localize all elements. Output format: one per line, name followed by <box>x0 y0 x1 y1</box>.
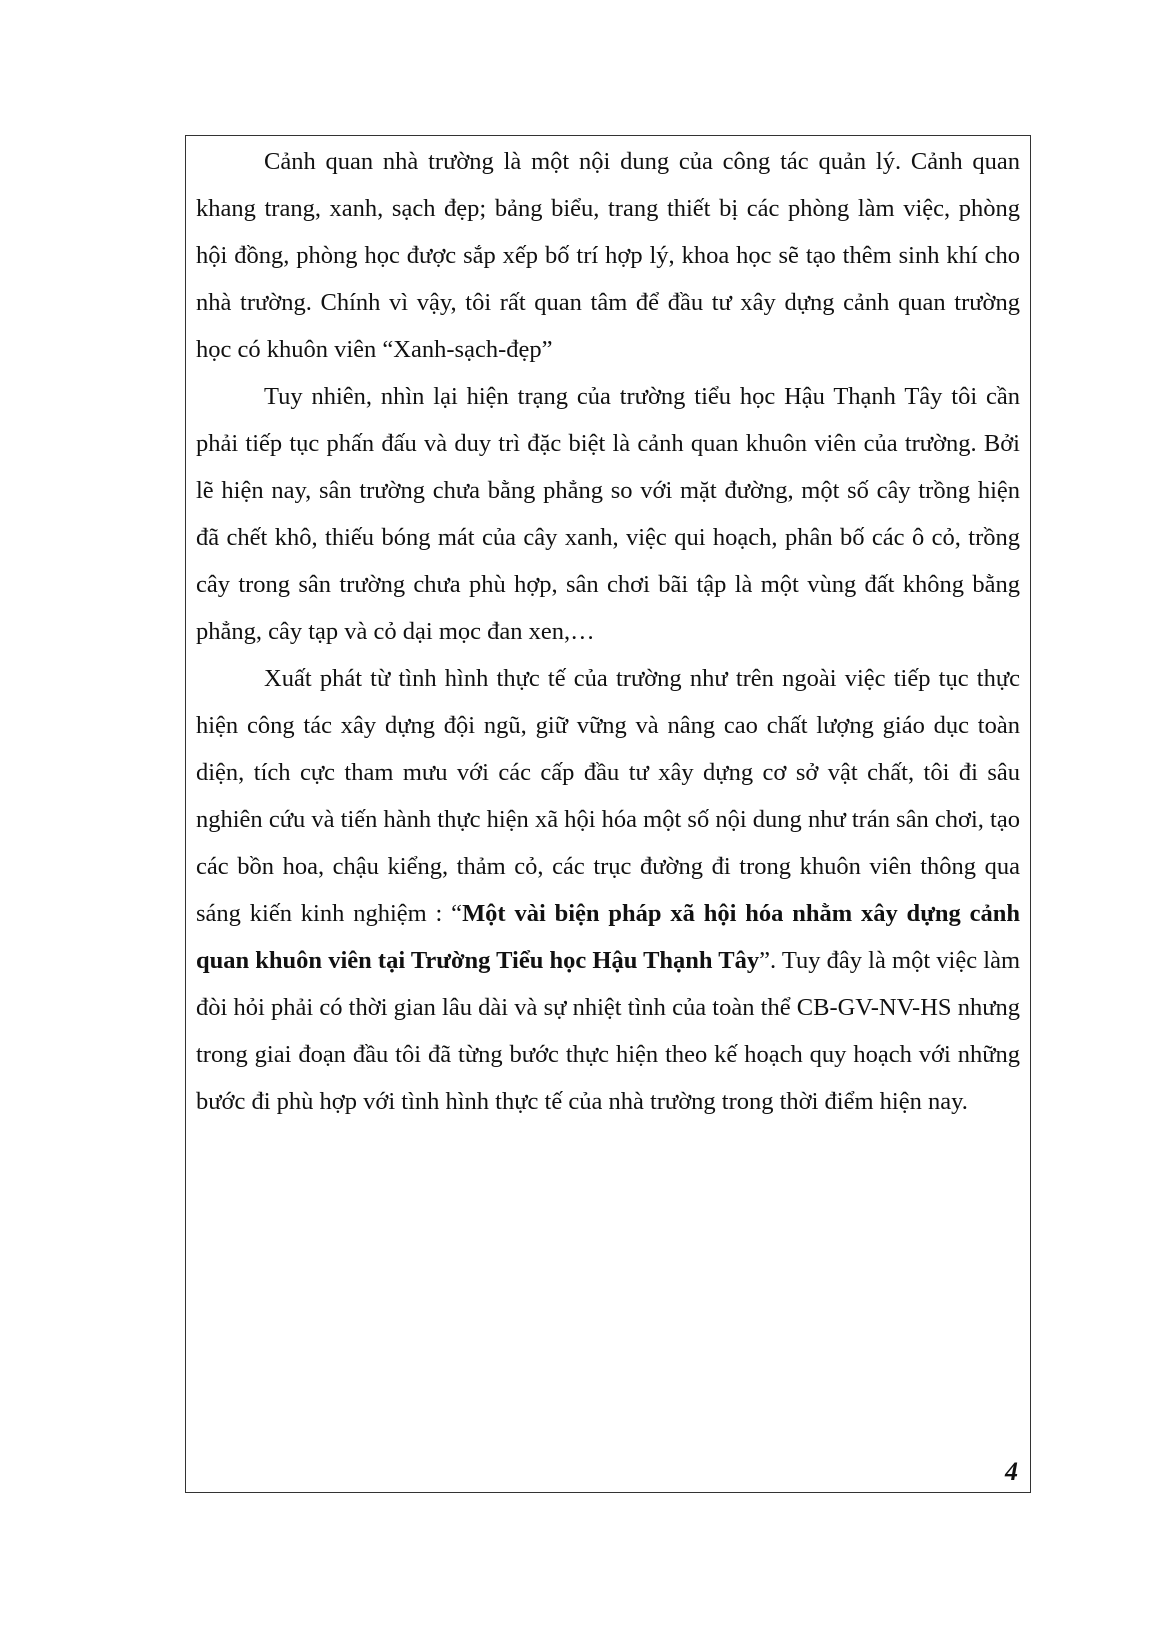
page-number: 4 <box>1005 1457 1018 1486</box>
initiative-text-before: Xuất phát từ tình hình thực tế của trường như trên ngoài việc tiếp tục thực hiện công tác xây dựng đội ngũ, giữ vững và nâng cao chất lượng giáo dục toàn diện, tích cực tham mưu với các cấp đầu tư xây dựng cơ sở vật chất, tôi đi sâu nghiên cứu và tiến hành thực hiện xã hội hóa một số nội dung như trán sân chơi, tạo các bồn hoa, chậu kiểng, thảm cỏ, các trục đường đi trong khuôn viên thông qua sáng kiến kinh nghiệm : “ <box>196 665 1020 927</box>
initiative-title: Một vài biện pháp xã hội hóa nhằm xây dựng cảnh quan khuôn viên tại Trường Tiểu học Hậu Thạnh Tây <box>196 900 1020 974</box>
paragraph-current-state: Tuy nhiên, nhìn lại hiện trạng của trường tiểu học Hậu Thạnh Tây tôi cần phải tiếp tục phấn đấu và duy trì đặc biệt là cảnh quan khuôn viên của trường. Bởi lẽ hiện nay, sân trường chưa bằng phẳng so với mặt đường, một số cây trồng hiện đã chết khô, thiếu bóng mát của cây xanh, việc qui hoạch, phân bố các ô cỏ, trồng cây trong sân trường chưa phù hợp, sân chơi bãi tập là một vùng đất không bằng phẳng, cây tạp và cỏ dại mọc đan xen,… <box>196 383 1020 645</box>
paragraph-initiative <box>196 655 1020 1125</box>
document-body <box>196 138 1020 1125</box>
paragraph-landscape-intro: Cảnh quan nhà trường là một nội dung của công tác quản lý. Cảnh quan khang trang, xanh, sạch đẹp; bảng biểu, trang thiết bị các phòng làm việc, phòng hội đồng, phòng học được sắp xếp bố trí hợp lý, khoa học sẽ tạo thêm sinh khí cho nhà trường. Chính vì vậy, tôi rất quan tâm để đầu tư xây dựng cảnh quan trường học có khuôn viên “Xanh-sạch-đẹp” <box>196 148 1020 363</box>
page-frame <box>185 135 1031 1493</box>
initiative-text-after: ”. Tuy đây là một việc làm đòi hỏi phải có thời gian lâu dài và sự nhiệt tình của toàn thể CB-GV-NV-HS nhưng trong giai đoạn đầu tôi đã từng bước thực hiện theo kế hoạch quy hoạch với những bước đi phù hợp với tình hình thực tế của nhà trường trong thời điểm hiện nay. <box>196 947 1020 1115</box>
